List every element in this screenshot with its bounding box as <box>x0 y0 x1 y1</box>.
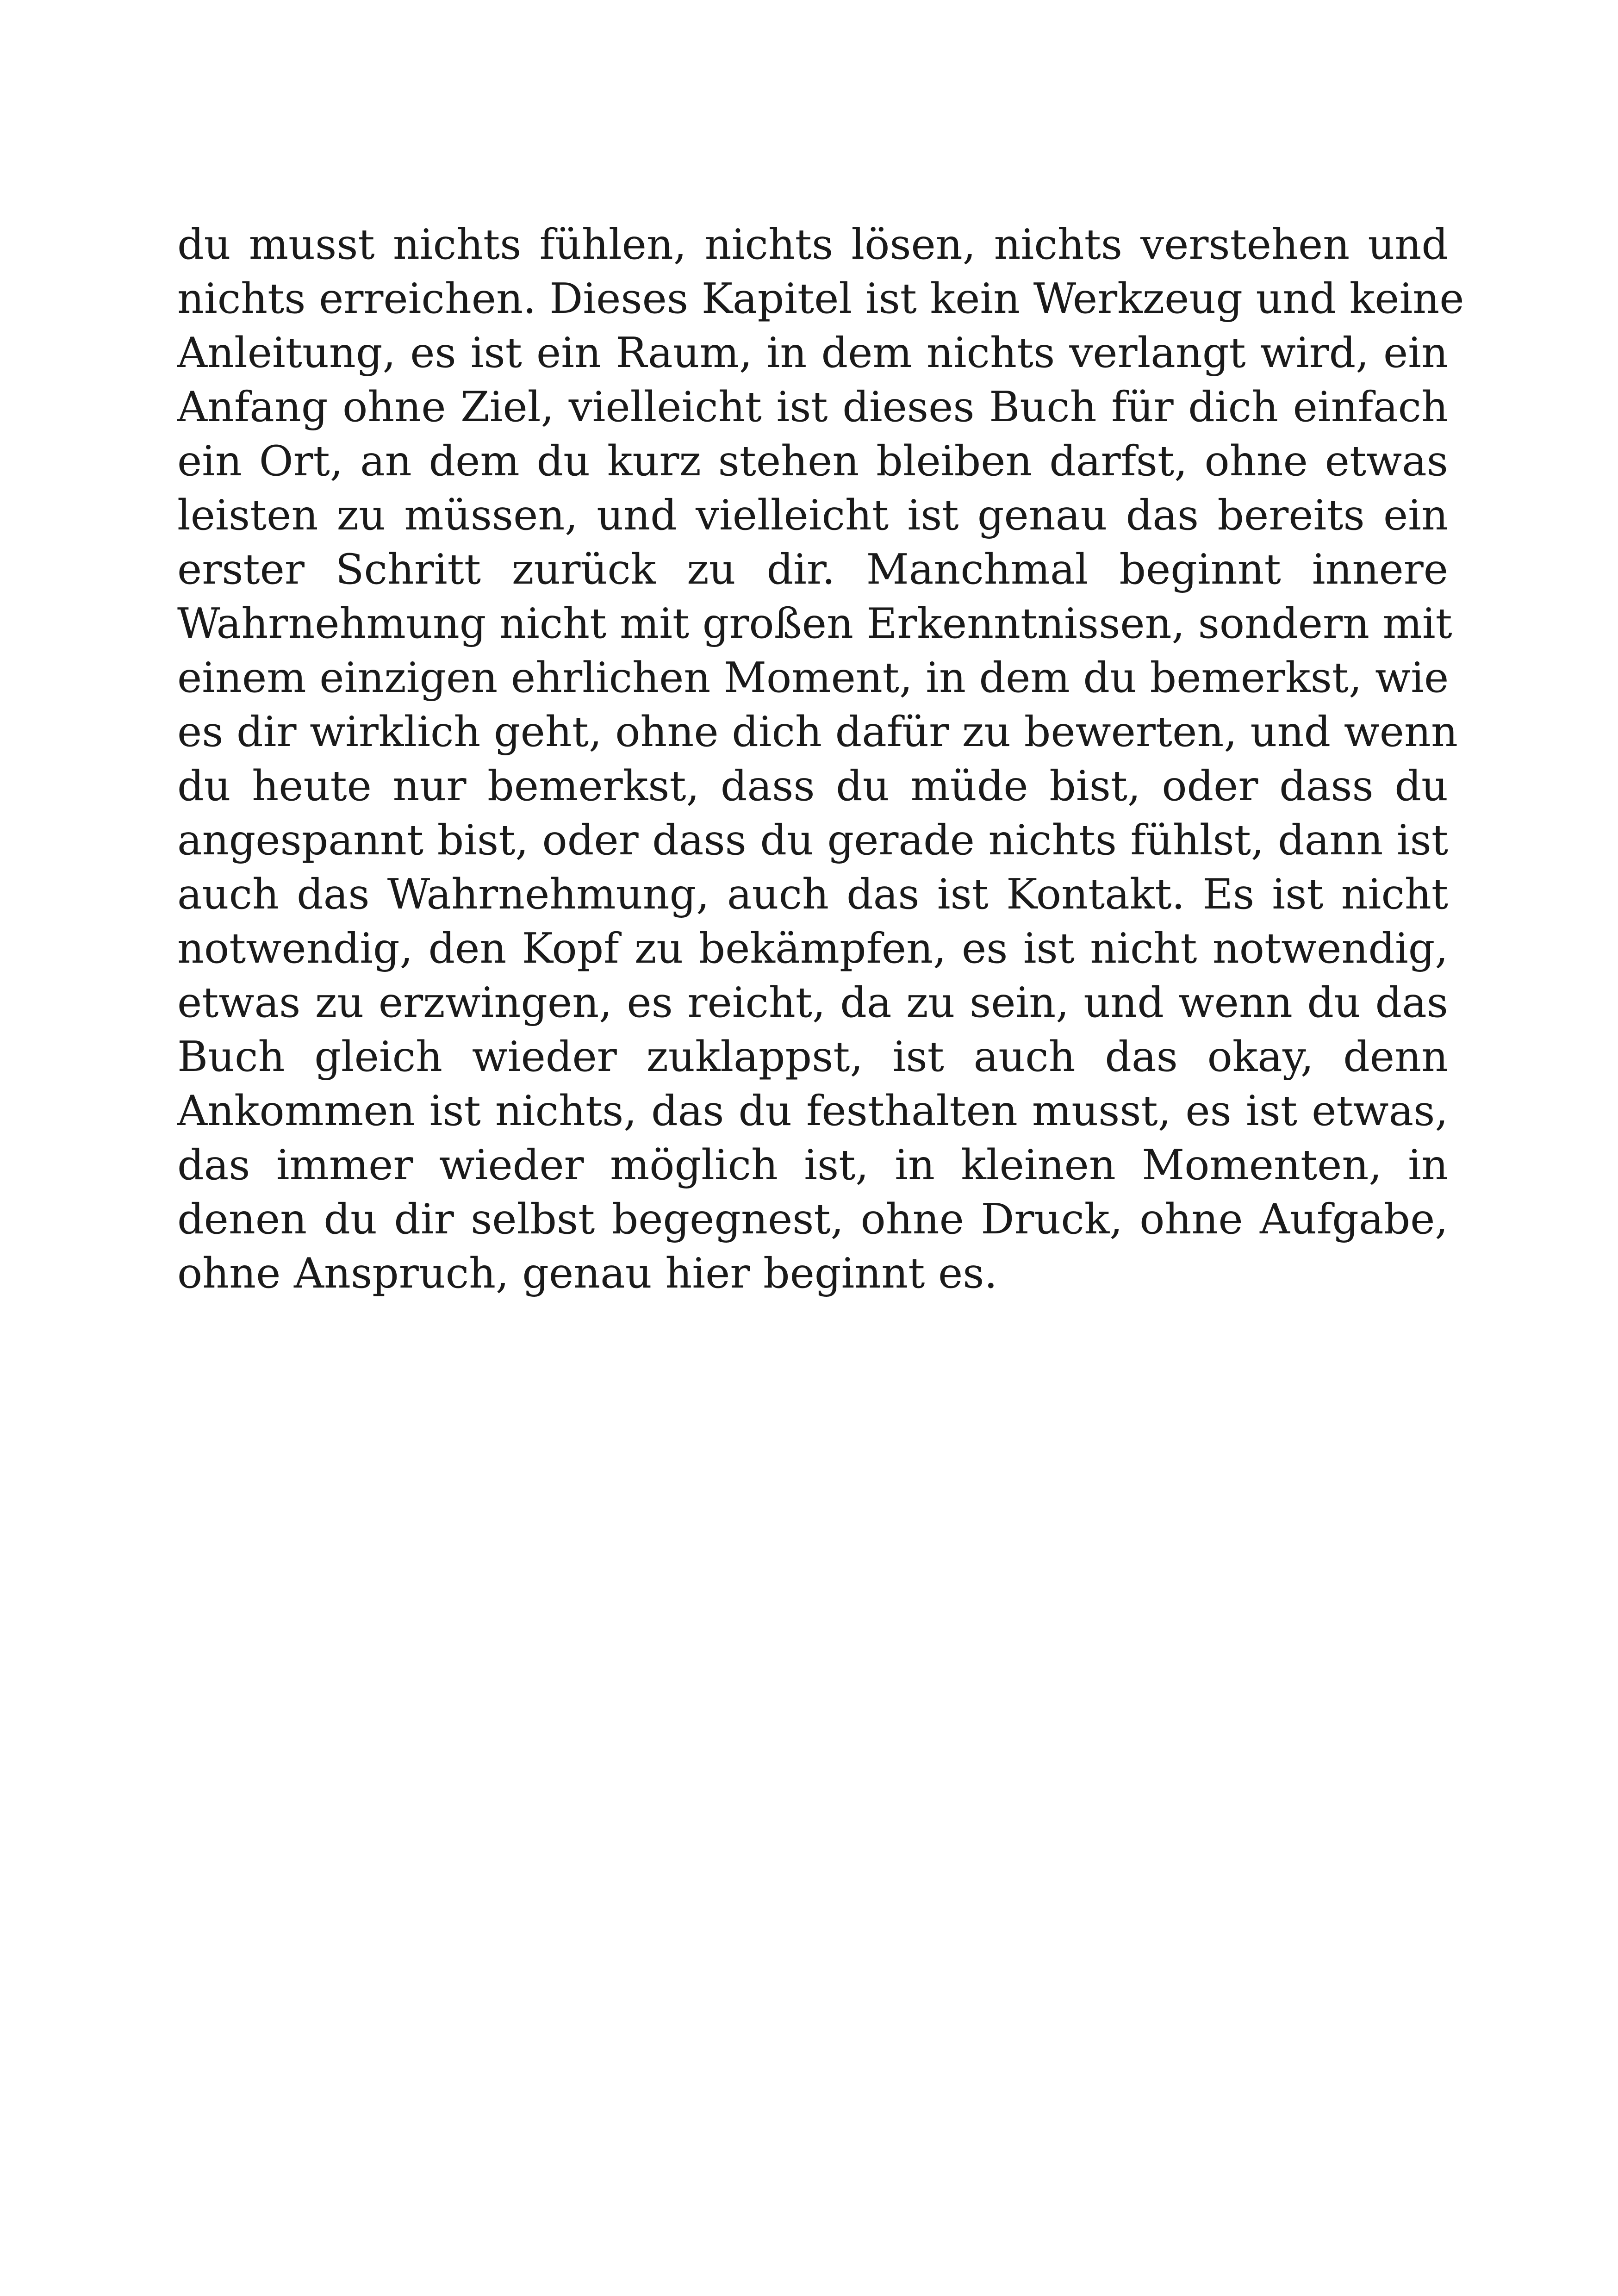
text-line: notwendig, den Kopf zu bekämpfen, es ist nicht notwendig, <box>177 924 1448 973</box>
text-line: du heute nur bemerkst, dass du müde bist, oder dass du <box>177 762 1448 810</box>
text-line: etwas zu erzwingen, es reicht, da zu sein, und wenn du das <box>177 978 1448 1027</box>
text-line: leisten zu müssen, und vielleicht ist genau das bereits ein <box>177 491 1448 540</box>
text-line: Buch gleich wieder zuklappst, ist auch das okay, denn <box>177 1033 1448 1081</box>
text-line: denen du dir selbst begegnest, ohne Druck, ohne Aufgabe, <box>177 1195 1448 1244</box>
text-line: Anfang ohne Ziel, vielleicht ist dieses Buch für dich einfach <box>177 383 1448 431</box>
text-line: Anleitung, es ist ein Raum, in dem nichts verlangt wird, ein <box>177 329 1448 377</box>
text-line: Wahrnehmung nicht mit großen Erkenntnissen, sondern mit <box>177 599 1452 648</box>
text-line: nichts erreichen. Dieses Kapitel ist kein Werkzeug und keine <box>177 274 1464 323</box>
body-paragraph <box>177 218 1464 1300</box>
text-line: einem einzigen ehrlichen Moment, in dem du bemerkst, wie <box>177 653 1449 702</box>
text-line: erster Schritt zurück zu dir. Manchmal beginnt innere <box>177 545 1448 594</box>
text-line: das immer wieder möglich ist, in kleinen Momenten, in <box>177 1141 1448 1189</box>
text-line: ohne Anspruch, genau hier beginnt es. <box>177 1249 998 1298</box>
text-line: Ankommen ist nichts, das du festhalten musst, es ist etwas, <box>177 1087 1448 1135</box>
text-line: ein Ort, an dem du kurz stehen bleiben darfst, ohne etwas <box>177 437 1448 485</box>
text-line: du musst nichts fühlen, nichts lösen, nichts verstehen und <box>177 220 1448 269</box>
text-line: es dir wirklich geht, ohne dich dafür zu bewerten, und wenn <box>177 708 1458 756</box>
text-line: angespannt bist, oder dass du gerade nichts fühlst, dann ist <box>177 816 1448 865</box>
text-line: auch das Wahrnehmung, auch das ist Kontakt. Es ist nicht <box>177 870 1448 919</box>
